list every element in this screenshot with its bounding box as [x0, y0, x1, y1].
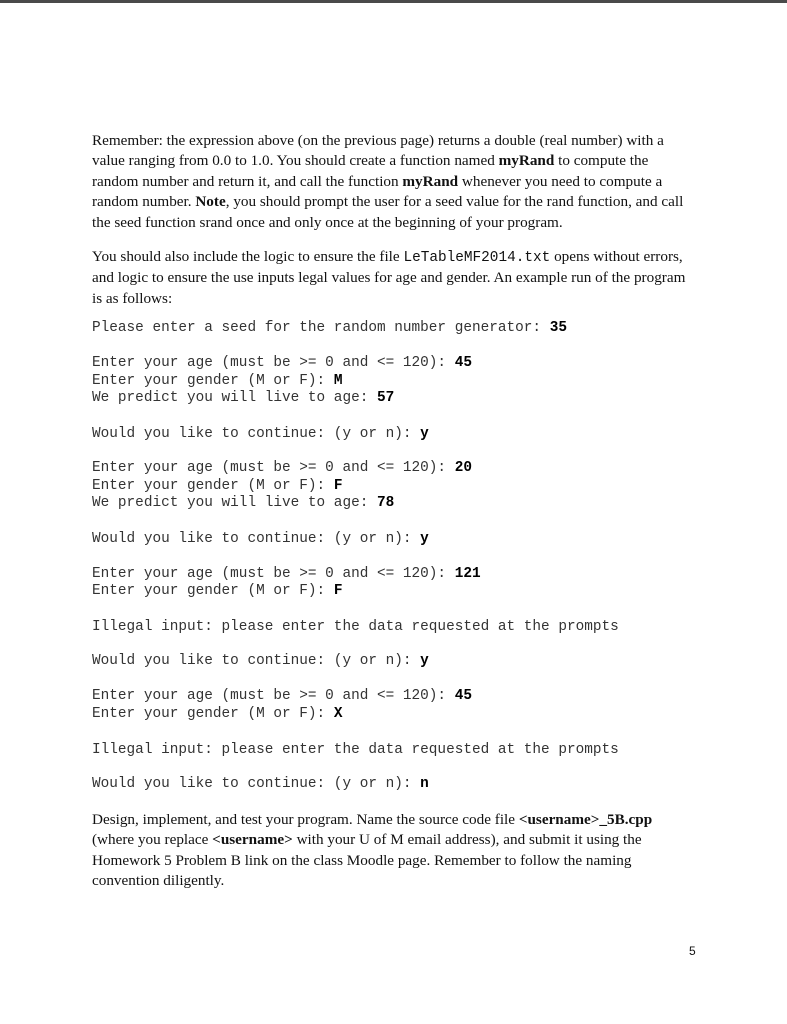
example-line: Enter your age (must be >= 0 and <= 120): 45	[92, 355, 472, 371]
filename-code: LeTableMF2014.txt	[403, 250, 551, 266]
text-run: (where you replace	[92, 831, 213, 849]
example-line: Would you like to continue: (y or n): y	[92, 653, 429, 669]
example-line: Enter your gender (M or F): M	[92, 373, 343, 389]
paragraph-file-logic	[92, 247, 698, 309]
text-run: opens without errors, and logic to ensure the use inputs legal values for age and gender. An example run of the program is as follows:	[92, 248, 686, 307]
text-run: with your U of M email address), and submit it using the Homework 5 Problem B link on the class Moodle page. Remember to follow the naming convention diligently.	[92, 831, 642, 890]
bold-term: Note	[195, 193, 226, 211]
bold-term: <username>	[212, 831, 293, 849]
example-line: Illegal input: please enter the data requested at the prompts	[92, 742, 619, 758]
example-line: Enter your age (must be >= 0 and <= 120): 20	[92, 460, 472, 476]
text-run: , you should prompt the user for a seed value for the rand function, and call the seed function srand once and only once at the beginning of your program.	[92, 193, 684, 231]
example-line: Would you like to continue: (y or n): n	[92, 776, 429, 792]
example-line: Would you like to continue: (y or n): y	[92, 531, 429, 547]
example-line: Enter your gender (M or F): F	[92, 583, 343, 599]
document-body	[92, 131, 698, 307]
example-line: Would you like to continue: (y or n): y	[92, 426, 429, 442]
text-run: You should also include the logic to ensure the file	[92, 248, 404, 265]
bold-term: myRand	[402, 172, 459, 190]
page-number: 5	[689, 944, 696, 958]
example-line: Please enter a seed for the random number generator: 35	[92, 320, 567, 336]
example-line: Illegal input: please enter the data requested at the prompts	[92, 619, 619, 635]
top-border	[0, 0, 787, 3]
example-line: Enter your gender (M or F): F	[92, 478, 343, 494]
paragraph-myrand	[92, 131, 698, 233]
paragraph-submission	[92, 810, 698, 892]
text-run: to compute the random number and return it, and call the function	[92, 152, 649, 190]
text-run: Design, implement, and test your program. Name the source code file	[92, 811, 519, 828]
text-run: Remember: the expression above (on the previous page) returns a double (real number) with a value ranging from 0.0 to 1.0. You should create a function named	[92, 132, 664, 170]
example-line: We predict you will live to age: 78	[92, 495, 395, 511]
example-line: Enter your gender (M or F): X	[92, 706, 343, 722]
example-line: We predict you will live to age: 57	[92, 390, 395, 406]
text-run: whenever you need to compute a random number.	[92, 172, 663, 211]
bold-term: <username>_5B.cpp	[518, 811, 653, 828]
example-line: Enter your age (must be >= 0 and <= 120): 121	[92, 566, 481, 582]
bold-term: myRand	[498, 152, 555, 170]
example-line: Enter your age (must be >= 0 and <= 120): 45	[92, 688, 472, 704]
